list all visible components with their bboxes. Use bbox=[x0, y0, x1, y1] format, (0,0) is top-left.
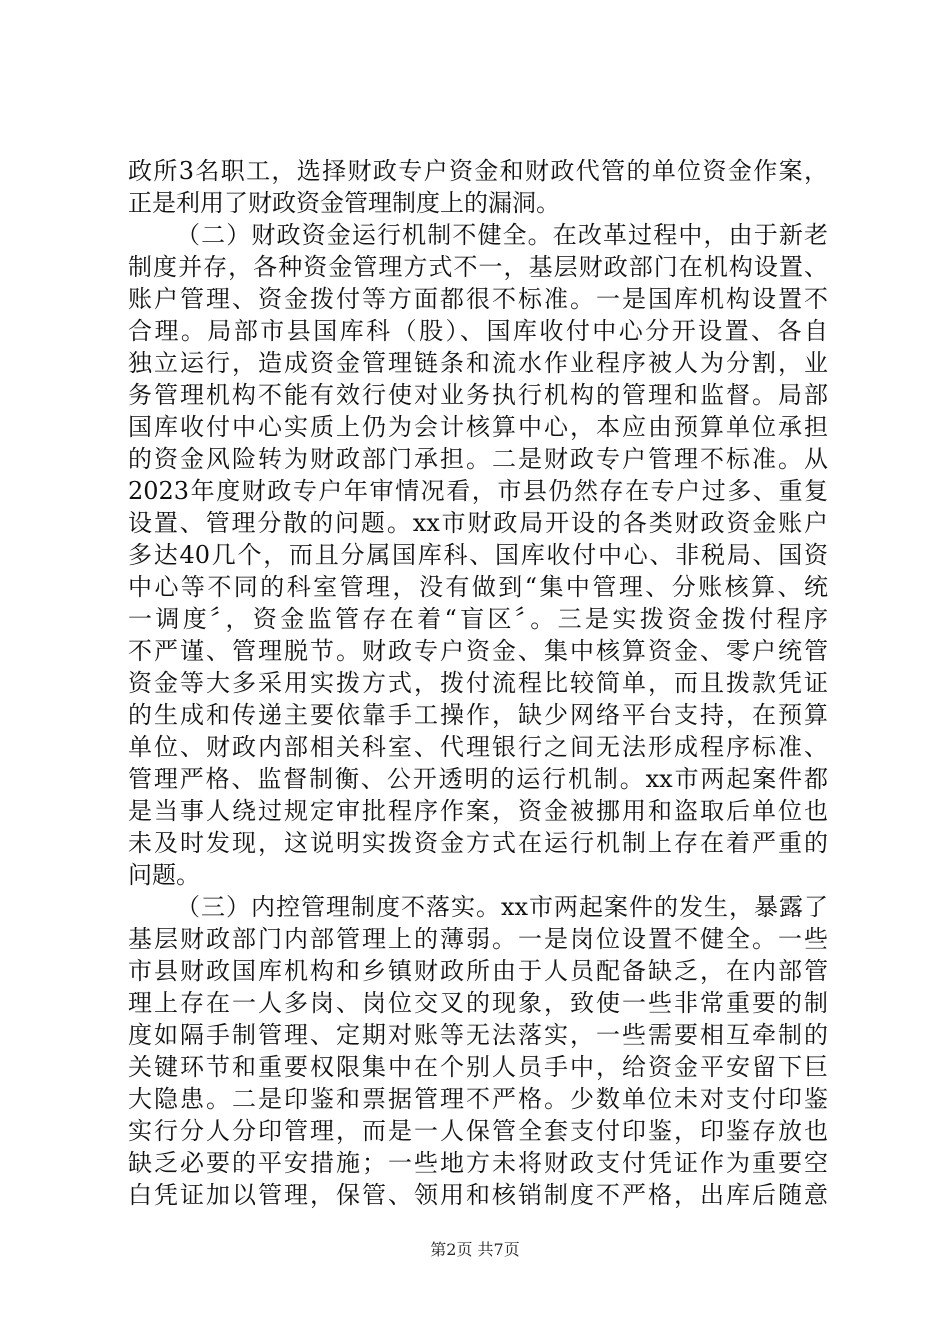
text-line: 务管理机构不能有效行使对业务执行机构的管理和监督。局部 bbox=[128, 381, 828, 409]
text-line: 资金等大多采用实拨方式，拨付流程比较简单，而且拨款凭证 bbox=[128, 669, 828, 697]
text-line: 单位、财政内部相关科室、代理银行之间无法形成程序标准、 bbox=[128, 733, 828, 761]
text-line: 中心等不同的科室管理，没有做到“集中管理、分账核算、统 bbox=[128, 573, 828, 601]
page-footer bbox=[0, 1240, 950, 1260]
text-line: 国库收付中心实质上仍为会计核算中心，本应由预算单位承担 bbox=[128, 413, 828, 441]
text-line: 账户管理、资金拨付等方面都很不标准。一是国库机构设置不 bbox=[128, 285, 828, 313]
text-line: 市县财政国库机构和乡镇财政所由于人员配备缺乏，在内部管 bbox=[128, 957, 828, 985]
text-line: 一调度〞，资金监管存在着“盲区〞。三是实拨资金拨付程序 bbox=[128, 605, 828, 633]
text-line: 独立运行，造成资金管理链条和流水作业程序被人为分割，业 bbox=[128, 349, 828, 377]
text-line: 不严谨、管理脱节。财政专户资金、集中核算资金、零户统管 bbox=[128, 637, 828, 665]
text-line: 未及时发现，这说明实拨资金方式在运行机制上存在着严重的 bbox=[128, 829, 828, 857]
text-line: 正是利用了财政资金管理制度上的漏洞。 bbox=[128, 189, 560, 217]
text-line: 是当事人绕过规定审批程序作案，资金被挪用和盗取后单位也 bbox=[128, 797, 828, 825]
text-line: 关键环节和重要权限集中在个别人员手中，给资金平安留下巨 bbox=[128, 1053, 828, 1081]
document-body bbox=[128, 155, 828, 1211]
text-line: 多达40几个，而且分属国库科、国库收付中心、非税局、国资 bbox=[128, 541, 828, 569]
text-line: 基层财政部门内部管理上的薄弱。一是岗位设置不健全。一些 bbox=[128, 925, 828, 953]
text-line: 实行分人分印管理，而是一人保管全套支付印鉴，印鉴存放也 bbox=[128, 1117, 828, 1145]
page-number-label: 第2页 共7页 bbox=[430, 1240, 520, 1259]
text-line: 缺乏必要的平安措施；一些地方未将财政支付凭证作为重要空 bbox=[128, 1149, 828, 1177]
paragraph-start-line: （三）内控管理制度不落实。xx市两起案件的发生，暴露了 bbox=[176, 893, 828, 921]
text-line: 2023年度财政专户年审情况看，市县仍然存在专户过多、重复 bbox=[128, 477, 828, 505]
text-line: 管理严格、监督制衡、公开透明的运行机制。xx市两起案件都 bbox=[128, 765, 828, 793]
text-line: 制度并存，各种资金管理方式不一，基层财政部门在机构设置、 bbox=[128, 253, 828, 281]
text-line: 白凭证加以管理，保管、领用和核销制度不严格，出库后随意 bbox=[128, 1181, 828, 1209]
paragraph-start-line: （二）财政资金运行机制不健全。在改革过程中，由于新老 bbox=[176, 221, 828, 249]
text-line: 设置、管理分散的问题。xx市财政局开设的各类财政资金账户 bbox=[128, 509, 828, 537]
text-line: 政所3名职工，选择财政专户资金和财政代管的单位资金作案， bbox=[128, 157, 828, 185]
text-line: 的资金风险转为财政部门承担。二是财政专户管理不标准。从 bbox=[128, 445, 828, 473]
text-line: 问题。 bbox=[128, 861, 200, 889]
text-line: 理上存在一人多岗、岗位交叉的现象，致使一些非常重要的制 bbox=[128, 989, 828, 1017]
text-line: 度如隔手制管理、定期对账等无法落实，一些需要相互牵制的 bbox=[128, 1021, 828, 1049]
text-line: 的生成和传递主要依靠手工操作，缺少网络平台支持，在预算 bbox=[128, 701, 828, 729]
text-line: 大隐患。二是印鉴和票据管理不严格。少数单位未对支付印鉴 bbox=[128, 1085, 828, 1113]
text-line: 合理。局部市县国库科（股）、国库收付中心分开设置、各自 bbox=[128, 317, 828, 345]
